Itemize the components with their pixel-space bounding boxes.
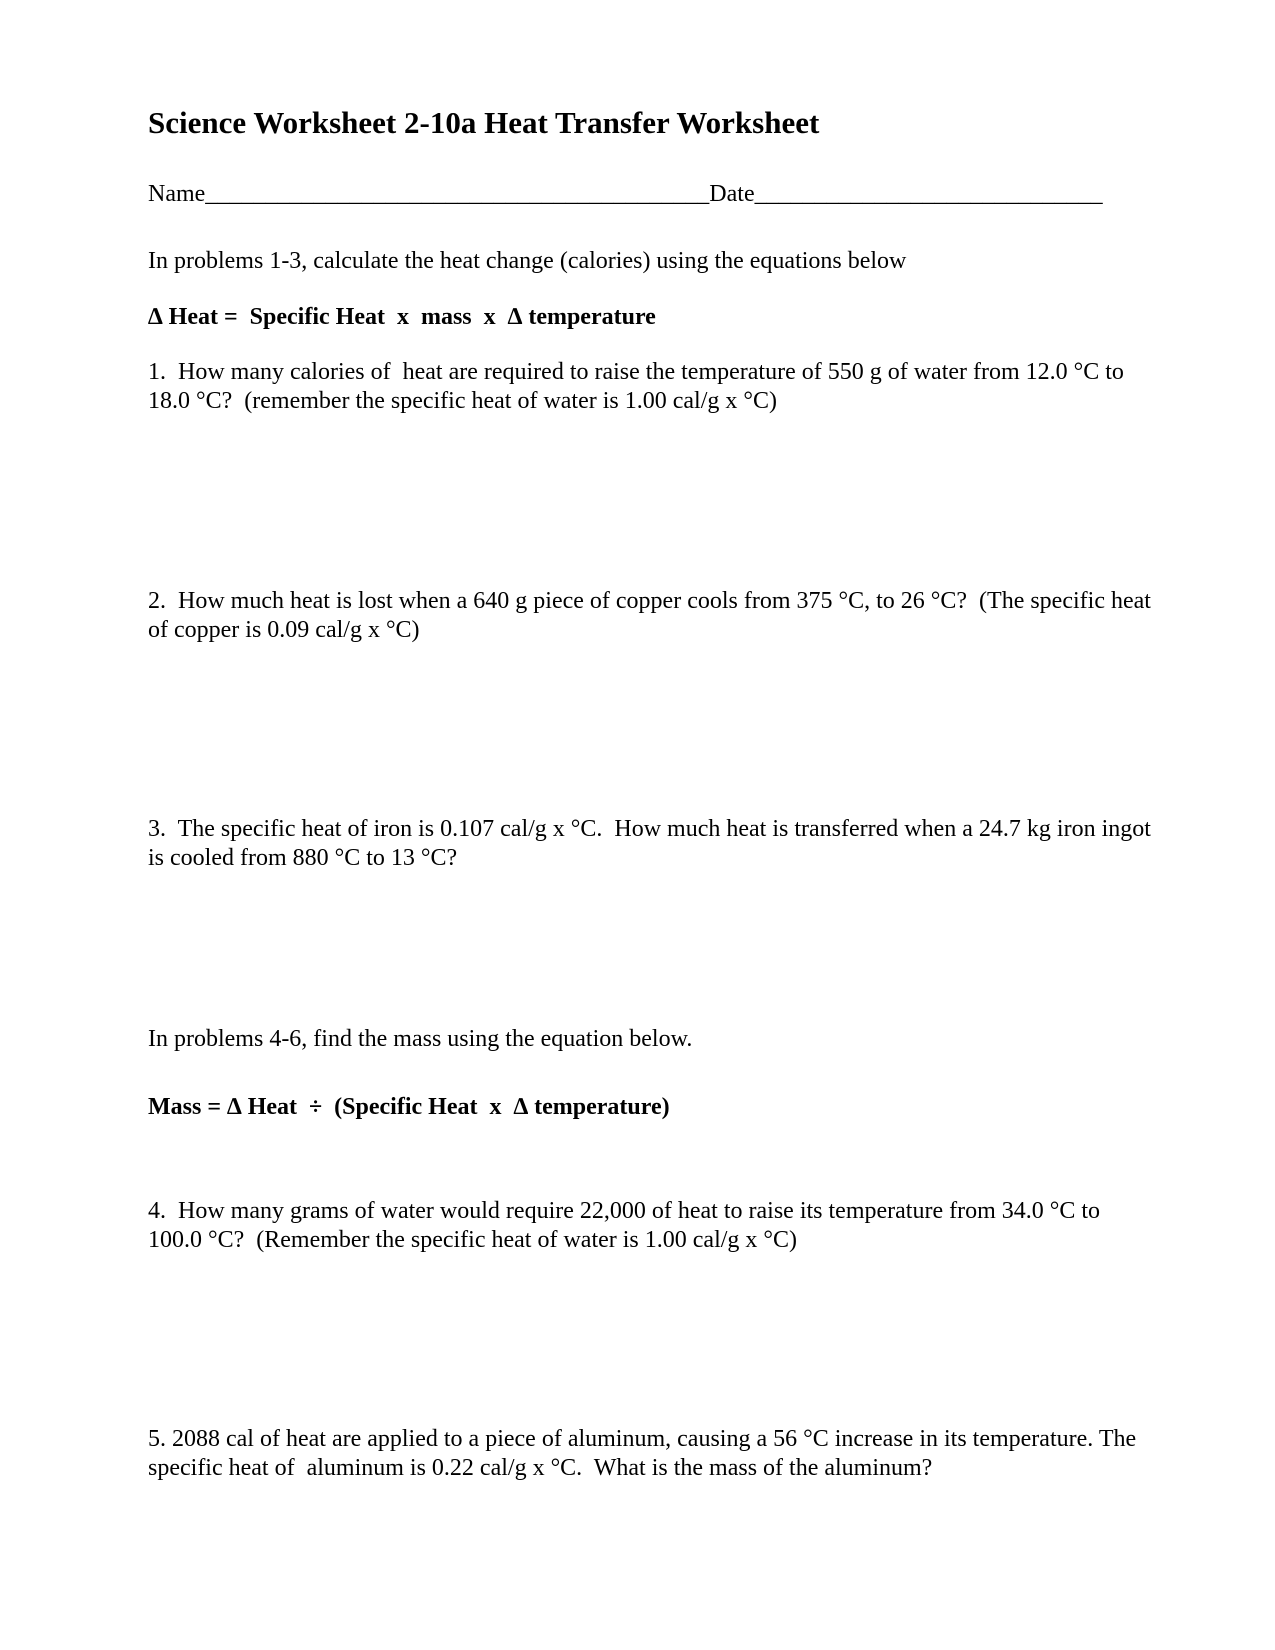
question-1: 1. How many calories of heat are required to raise the temperature of 550 g of water from 12.0 °C to 18.0 °C? (remember the specific heat of water is 1.00 cal/g x °C) bbox=[148, 359, 1130, 414]
question-5: 5. 2088 cal of heat are applied to a piece of aluminum, causing a 56 °C increase in its temperature. The specific heat of aluminum is 0.22 cal/g x °C. What is the mass of the aluminum? bbox=[148, 1426, 1143, 1481]
heat-equation: ∆ Heat = Specific Heat x mass x ∆ temperature bbox=[148, 304, 656, 330]
section1-instructions: In problems 1-3, calculate the heat change (calories) using the equations below bbox=[148, 248, 907, 274]
question-4: 4. How many grams of water would require 22,000 of heat to raise its temperature from 34.0 °C to 100.0 °C? (Remember the specific heat of water is 1.00 cal/g x °C) bbox=[148, 1198, 1107, 1253]
section2-instructions: In problems 4-6, find the mass using the equation below. bbox=[148, 1026, 693, 1052]
mass-equation: Mass = ∆ Heat ÷ (Specific Heat x ∆ temperature) bbox=[148, 1094, 670, 1120]
worksheet-title: Science Worksheet 2-10a Heat Transfer Worksheet bbox=[148, 105, 820, 140]
question-2: 2. How much heat is lost when a 640 g piece of copper cools from 375 °C, to 26 °C? (The specific heat of copper is 0.09 cal/g x °C) bbox=[148, 588, 1157, 643]
question-3: 3. The specific heat of iron is 0.107 cal/g x °C. How much heat is transferred when a 24.7 kg iron ingot is cooled from 880 °C to 13 °C? bbox=[148, 816, 1157, 871]
name-date-line: Name__________________________________________Date_____________________________ bbox=[148, 181, 1103, 207]
